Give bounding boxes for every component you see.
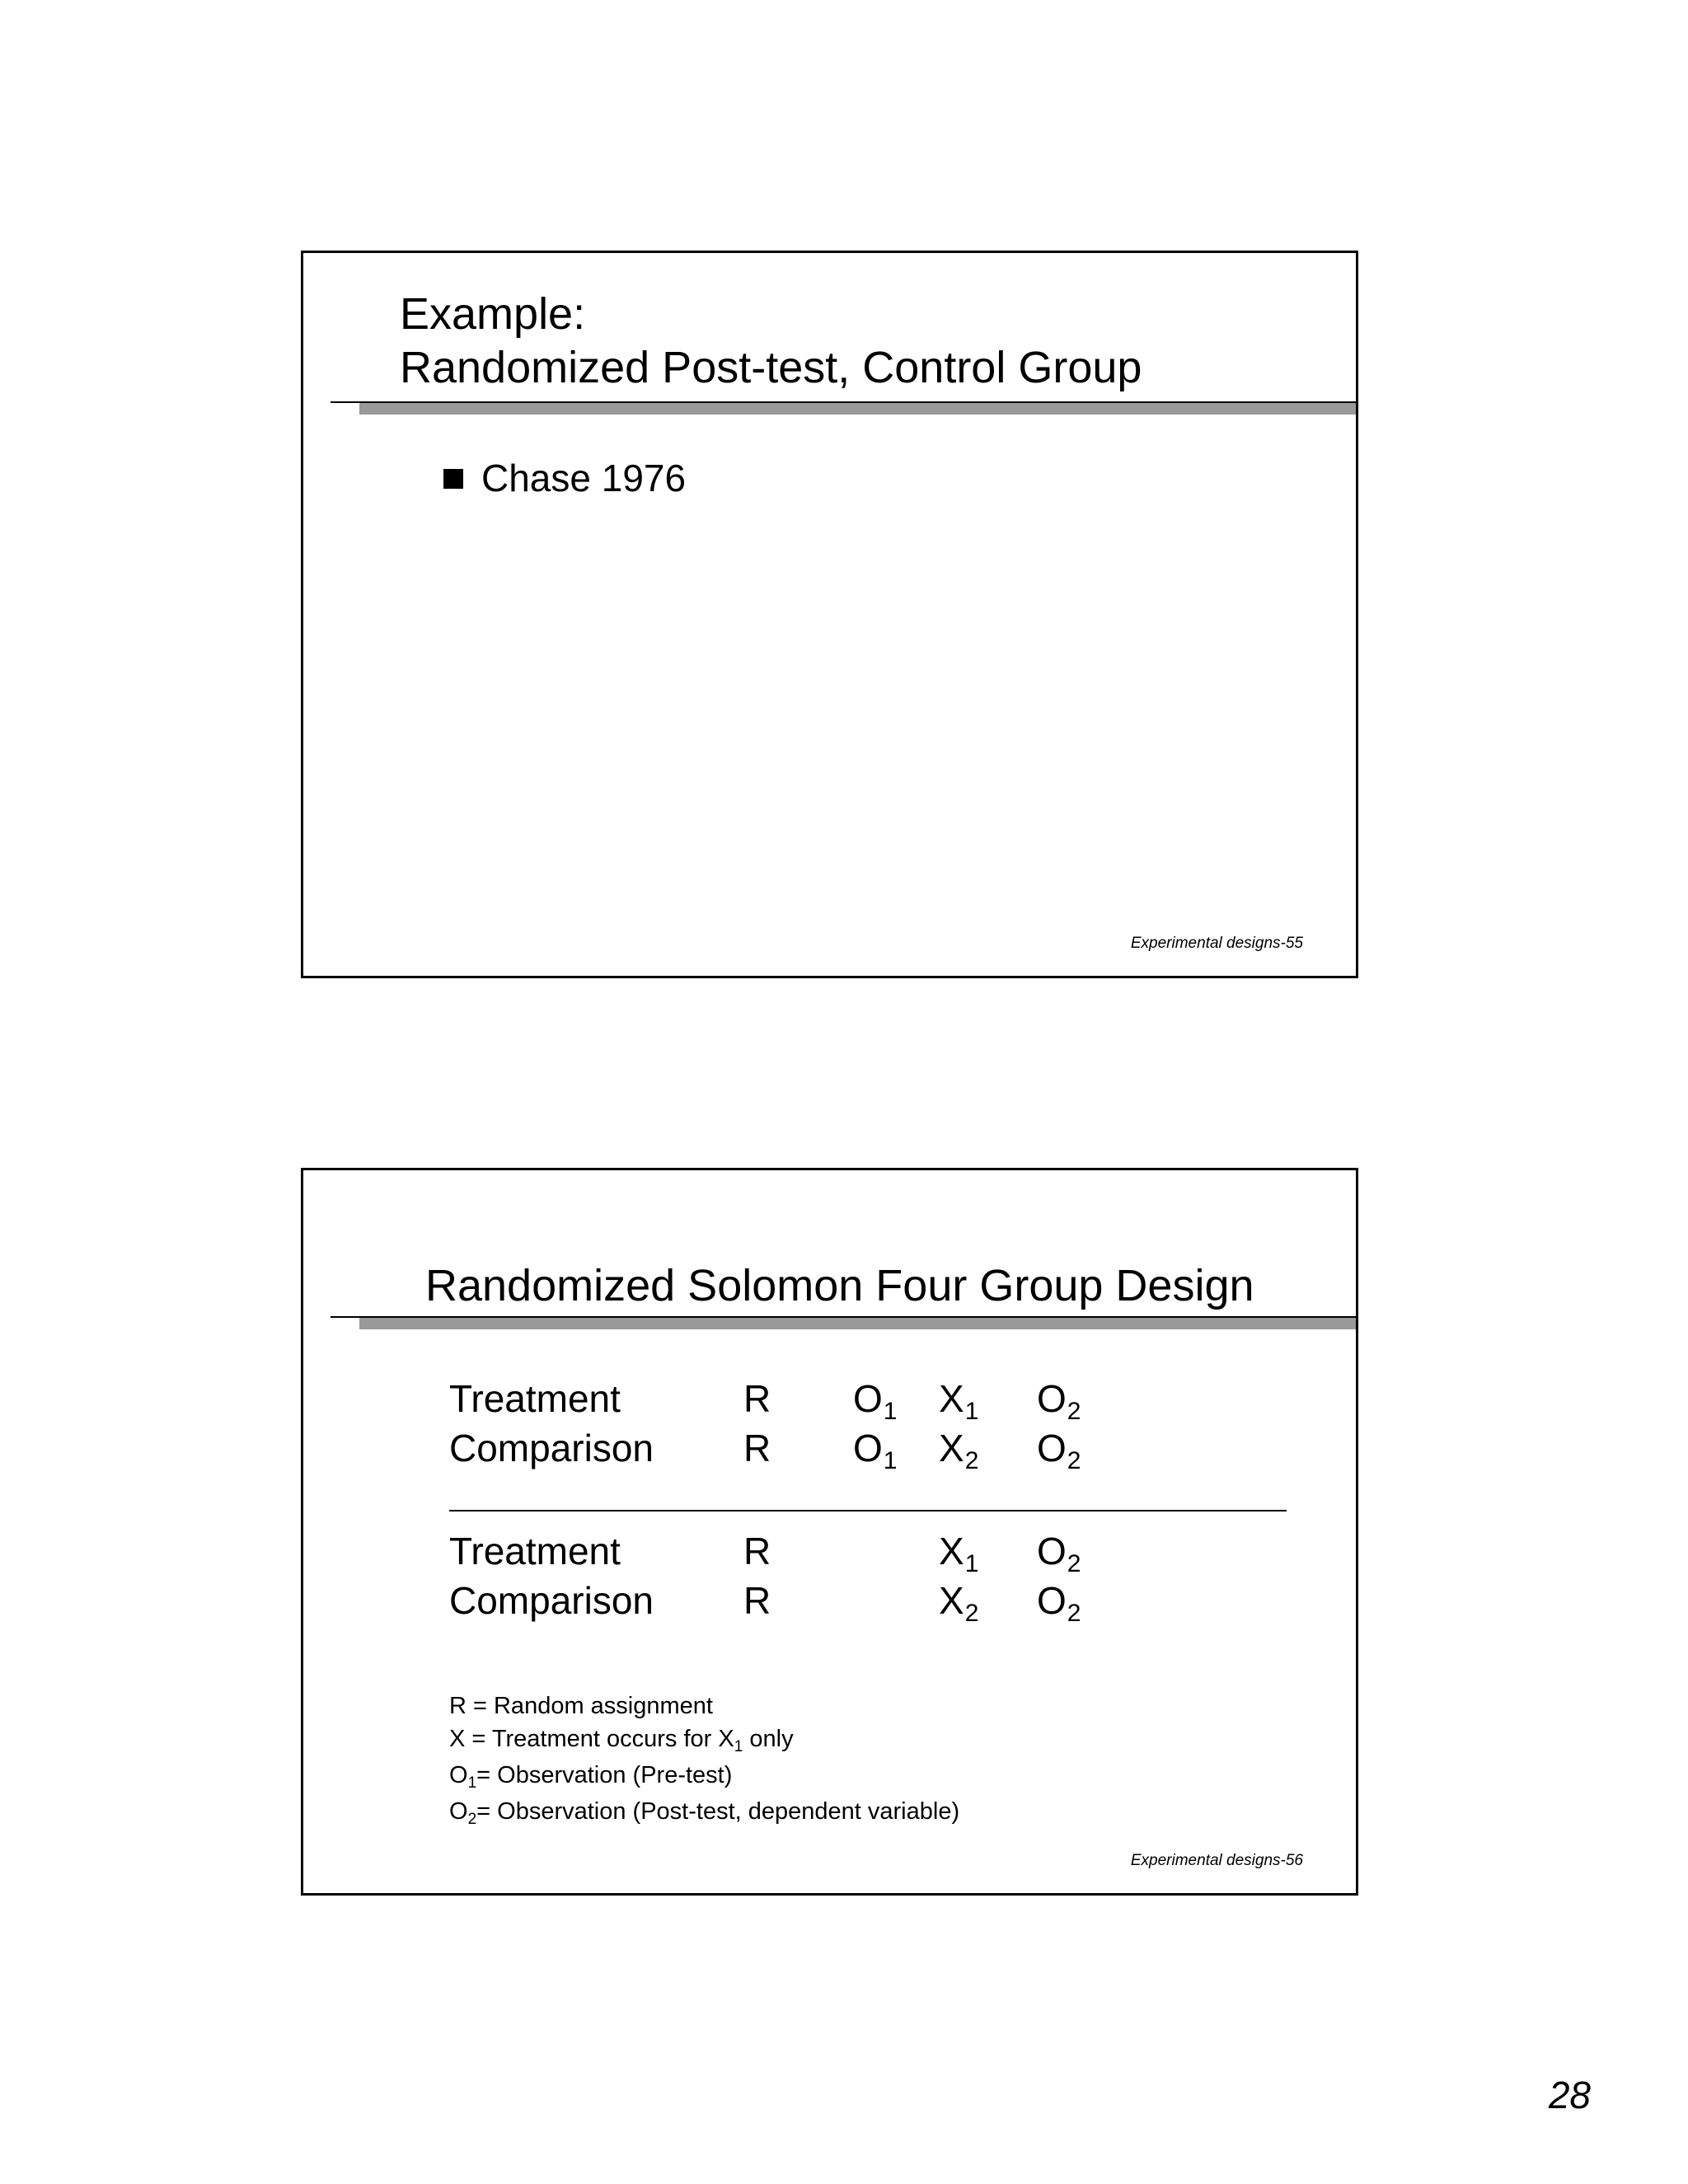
legend-r: R = Random assignment	[449, 1693, 713, 1719]
title-underline-bar	[359, 403, 1356, 415]
slide-title: Randomized Solomon Four Group Design	[425, 1261, 1254, 1310]
random-symbol: R	[743, 1377, 771, 1420]
treatment-symbol: $X_2$	[939, 1427, 979, 1474]
random-symbol: R	[743, 1579, 771, 1622]
pretest-symbol: $O_1$	[853, 1377, 898, 1425]
design-row	[303, 1575, 1356, 1626]
square-bullet-icon	[443, 469, 463, 489]
slide-title-line-1: Example:	[400, 289, 586, 339]
slide-55	[301, 251, 1358, 978]
treatment-symbol: $X_2$	[939, 1579, 979, 1627]
slide-title-line-2: Randomized Post-test, Control Group	[400, 343, 1142, 392]
treatment-symbol: $X_1$	[939, 1530, 979, 1577]
bullet-item	[443, 455, 686, 501]
posttest-symbol: $O_2$	[1037, 1530, 1081, 1577]
slide-title	[400, 288, 1142, 395]
slide-footer: Experimental designs-55	[1130, 935, 1303, 952]
posttest-symbol: $O_2$	[1037, 1427, 1081, 1474]
group-separator	[449, 1510, 1287, 1511]
group-label: Comparison	[449, 1579, 654, 1622]
design-row	[303, 1422, 1356, 1474]
slide-footer: Experimental designs-56	[1130, 1852, 1303, 1869]
random-symbol: R	[743, 1427, 771, 1469]
random-symbol: R	[743, 1530, 771, 1572]
notation-legend	[449, 1690, 959, 1831]
group-label: Treatment	[449, 1377, 621, 1420]
treatment-symbol: $X_1$	[939, 1377, 979, 1425]
posttest-symbol: $O_2$	[1037, 1579, 1081, 1627]
legend-o1: $O_1=$ Observation (Pre-test)	[449, 1762, 733, 1792]
title-underline-bar	[359, 1318, 1356, 1329]
posttest-symbol: $O_2$	[1037, 1377, 1081, 1425]
group-label: Treatment	[449, 1530, 621, 1572]
pretest-symbol: $O_1$	[853, 1427, 898, 1474]
design-row	[303, 1526, 1356, 1577]
legend-o2: $O_2=$ Observation (Post-test, dependent variable)	[449, 1798, 960, 1828]
page-number: 28	[1548, 2074, 1591, 2116]
design-row	[303, 1373, 1356, 1424]
bullet-text: Chase 1976	[481, 457, 687, 499]
legend-x: X = Treatment occurs for $X_1$ only	[449, 1726, 794, 1755]
group-label: Comparison	[449, 1427, 654, 1469]
slide-56	[301, 1168, 1358, 1896]
